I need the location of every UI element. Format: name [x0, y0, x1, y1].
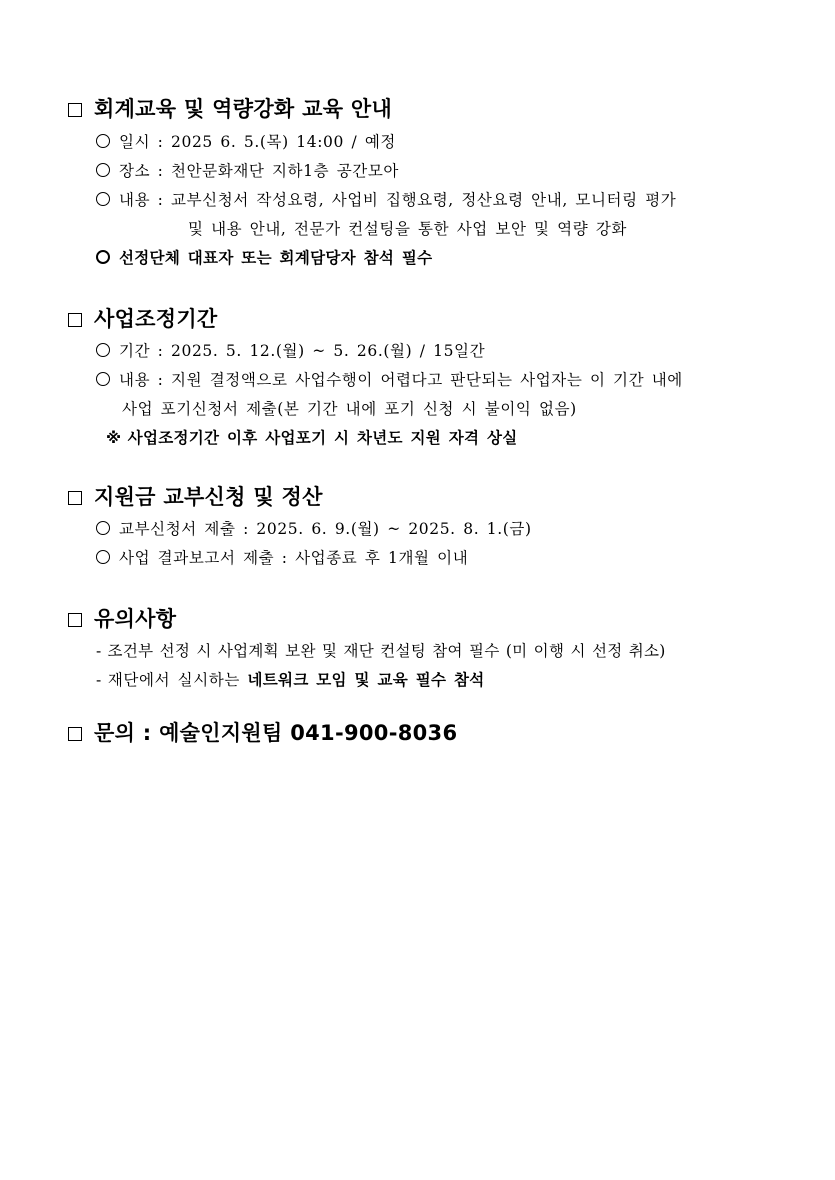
- reference-mark-icon: ※: [106, 429, 122, 447]
- circle-bullet-icon: [96, 343, 110, 357]
- item-text-emphasis: 네트워크 모임 및 교육 필수 참석: [247, 671, 485, 689]
- section-title: 회계교육 및 역량강화 교육 안내: [94, 97, 393, 121]
- circle-bullet-icon: [96, 192, 110, 206]
- item-text: 교부신청서 제출 : 2025. 6. 9.(월) ~ 2025. 8. 1.(금): [119, 520, 532, 538]
- bullet-item: [96, 189, 676, 211]
- checkbox-square-icon: [68, 103, 82, 117]
- section-title: 사업조정기간: [94, 307, 218, 331]
- circle-bullet-icon: [96, 372, 110, 386]
- section-heading-adjustment: [68, 306, 218, 332]
- item-text: 사업 포기신청서 제출(본 기간 내에 포기 신청 시 불이익 없음): [122, 400, 577, 418]
- bullet-item-emphasis: [96, 247, 432, 269]
- notice-line: [106, 427, 518, 449]
- bullet-item: [96, 518, 532, 540]
- section-heading-notes: [68, 606, 176, 632]
- dash-bullet: -: [96, 671, 102, 689]
- dash-item: [96, 669, 485, 691]
- circle-bullet-icon: [96, 134, 110, 148]
- dash-item: [96, 640, 666, 662]
- item-text: 기간 : 2025. 5. 12.(월) ~ 5. 26.(월) / 15일간: [119, 342, 486, 360]
- item-text: 내용 : 지원 결정액으로 사업수행이 어렵다고 판단되는 사업자는 이 기간 내에: [119, 371, 683, 389]
- section-heading-education: [68, 96, 392, 122]
- item-text: 사업 결과보고서 제출 : 사업종료 후 1개월 이내: [119, 549, 469, 567]
- item-text: 재단에서 실시하는: [107, 671, 240, 689]
- item-text: 조건부 선정 시 사업계획 보완 및 재단 컨설팅 참여 필수 (미 이행 시 선정 취소): [107, 642, 666, 660]
- circle-bullet-icon: [96, 521, 110, 535]
- bullet-item: [96, 547, 468, 569]
- bullet-item: [96, 160, 399, 182]
- item-text: 및 내용 안내, 전문가 컨설팅을 통한 사업 보안 및 역량 강화: [188, 220, 627, 238]
- bullet-item-continuation: [188, 218, 627, 240]
- section-heading-grant: [68, 484, 323, 510]
- bullet-item: [96, 131, 396, 153]
- circle-bullet-icon: [96, 163, 110, 177]
- section-title: 지원금 교부신청 및 정산: [94, 485, 323, 509]
- bullet-item: [96, 369, 683, 391]
- circle-bullet-icon: [96, 550, 110, 564]
- item-text: 일시 : 2025 6. 5.(목) 14:00 / 예정: [119, 133, 396, 151]
- bullet-item-continuation: [122, 398, 577, 420]
- item-text: 장소 : 천안문화재단 지하1층 공간모아: [119, 162, 399, 180]
- dash-bullet: -: [96, 642, 102, 660]
- item-text: 선정단체 대표자 또는 회계담당자 참석 필수: [119, 249, 433, 267]
- checkbox-square-icon: [68, 313, 82, 327]
- section-title: 유의사항: [94, 607, 177, 631]
- item-text: 내용 : 교부신청서 작성요령, 사업비 집행요령, 정산요령 안내, 모니터링 평가: [119, 191, 677, 209]
- section-heading-contact: [68, 720, 457, 746]
- checkbox-square-icon: [68, 491, 82, 505]
- notice-text: 사업조정기간 이후 사업포기 시 차년도 지원 자격 상실: [127, 429, 518, 447]
- checkbox-square-icon: [68, 613, 82, 627]
- section-title: 문의 : 예술인지원팀 041-900-8036: [94, 721, 458, 745]
- checkbox-square-icon: [68, 727, 82, 741]
- bullet-item: [96, 340, 485, 362]
- circle-bullet-icon: [96, 250, 110, 264]
